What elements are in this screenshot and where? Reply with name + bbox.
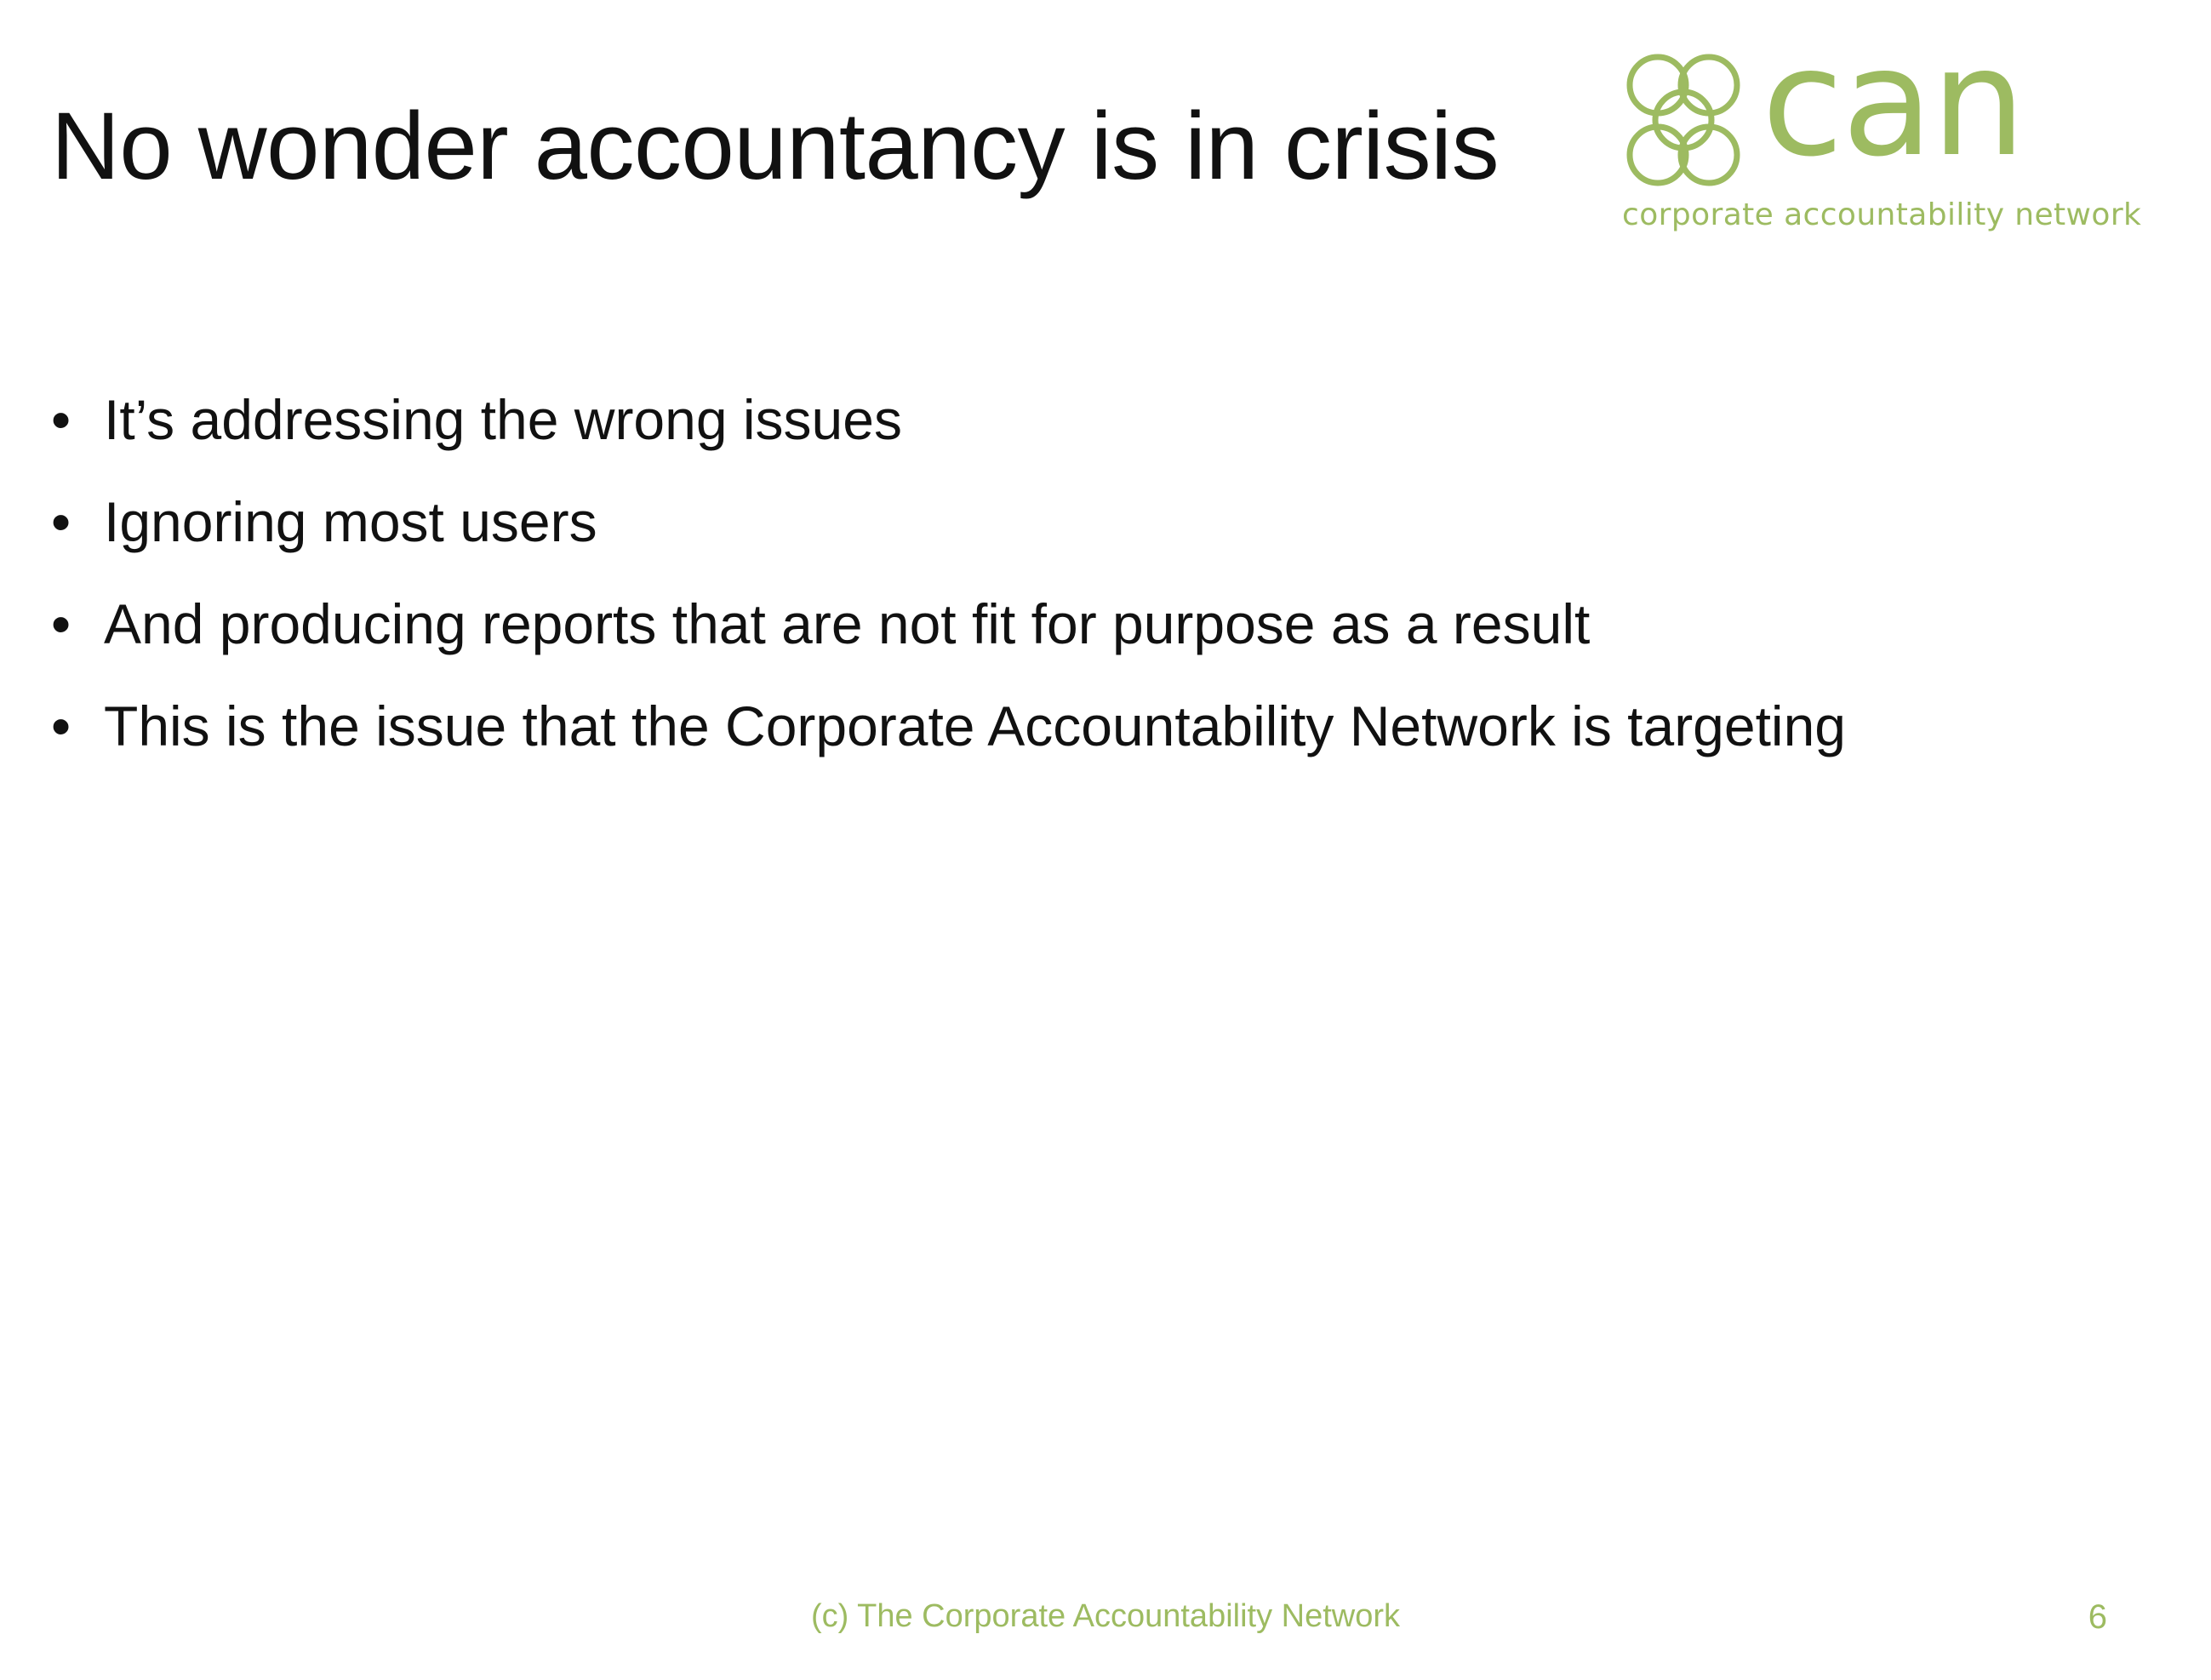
list-item-text: And producing reports that are not fit for purpose as a result <box>104 591 1591 655</box>
footer-copyright: (c) The Corporate Accountability Network <box>810 1598 1401 1634</box>
list-item <box>51 489 2042 556</box>
list-item-text: Ignoring most users <box>104 489 597 553</box>
bullet-marker-icon: • <box>51 489 71 553</box>
can-logo-wordmark: can <box>1762 17 2025 190</box>
list-item <box>51 694 2042 760</box>
can-logo <box>1617 17 2142 240</box>
bullet-list <box>51 387 2042 796</box>
page-title: No wonder accountancy is in crisis <box>51 93 1500 199</box>
bullet-marker-icon: • <box>51 388 71 451</box>
list-item <box>51 591 2042 658</box>
bullet-marker-icon: • <box>51 591 71 655</box>
can-logo-tagline: corporate accountability network <box>1622 197 2142 232</box>
bullet-marker-icon: • <box>51 694 71 757</box>
list-item-text: It’s addressing the wrong issues <box>104 388 902 451</box>
list-item <box>51 387 2042 454</box>
list-item-text: This is the issue that the Corporate Accountability Network is targeting <box>104 694 1846 757</box>
page-number: 6 <box>2088 1598 2107 1636</box>
can-logo-mark-icon <box>1617 51 1770 196</box>
